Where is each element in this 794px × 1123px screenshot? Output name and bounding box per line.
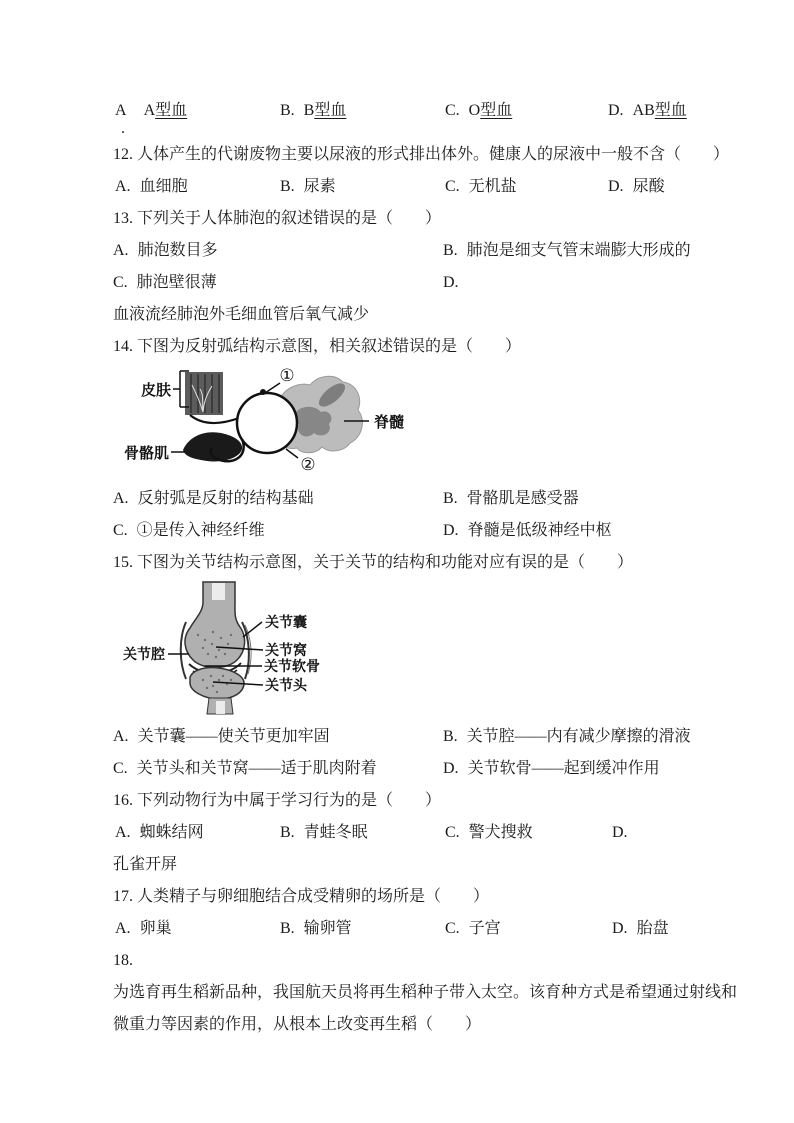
joint-diagram [113,580,345,716]
q11-option-d: D. AB型血 [608,102,687,119]
q12-option-b: B. 尿素 [280,178,336,195]
q12-option-c: C. 无机盐 [445,178,517,195]
marker-1-label: ① [279,366,295,385]
q15-option-b: B. 关节腔——内有减少摩擦的滑液 [443,728,691,745]
joint-capsule-label: 关节囊 [265,616,307,631]
q16-option-b: B. 青蛙冬眠 [280,824,368,841]
q17-option-a: A. 卵巢 [115,920,172,937]
synapse-dot [260,389,266,395]
q18-stem-line2: 微重力等因素的作用，从根本上改变再生稻（ ） [113,1016,482,1033]
joint-cavity-label: 关节腔 [123,648,165,663]
q16-stem: 16. 下列动物行为中属于学习行为的是（ ） [113,792,442,809]
q13-option-b: B. 肺泡是细支气管末端膨大形成的 [443,242,691,259]
q13-stem: 13. 下列关于人体肺泡的叙述错误的是（ ） [113,210,442,227]
lower-bone-marrow [216,701,225,714]
q12-option-a: A. 血细胞 [115,178,188,195]
q16-option-c: C. 警犬搜救 [445,824,533,841]
marker-1-leader [265,383,280,393]
q12-option-d: D. 尿酸 [608,178,665,195]
q14-stem: 14. 下图为反射弧结构示意图，相关叙述错误的是（ ） [113,338,522,355]
q17-stem: 17. 人类精子与卵细胞结合成受精卵的场所是（ ） [113,888,490,905]
joint-socket-label: 关节窝 [265,644,307,659]
q13-option-a: A. 肺泡数目多 [113,242,218,259]
q14-option-c: C. ①是传入神经纤维 [113,522,265,539]
q15-option-d: D. 关节软骨——起到缓冲作用 [443,760,660,777]
skin-label: 皮肤 [141,383,172,399]
q12-stem: 12. 人体产生的代谢废物主要以尿液的形式排出体外。健康人的尿液中一般不含（ ） [113,146,730,163]
q14-option-a: A. 反射弧是反射的结构基础 [113,490,314,507]
skin-patch [185,372,223,415]
q14-option-b: B. 骨骼肌是感受器 [443,490,579,507]
spinal-cord-label: 脊髓 [374,415,405,431]
q11-wrapped-period: . [121,120,125,137]
marker-2-leader [286,449,298,458]
nerve-loop [237,393,297,453]
afferent-nerve-line [190,415,239,423]
q14-option-d: D. 脊髓是低级神经中枢 [443,522,612,539]
q16-option-d: D. [612,824,628,841]
q17-option-d: D. 胎盘 [612,920,669,937]
q13-option-d: D. [443,274,459,291]
joint-capsule-line-left [181,622,186,679]
q16-option-a: A. 蜘蛛结网 [115,824,204,841]
upper-bone-marrow [212,583,225,600]
marker-2-label: ② [300,455,316,474]
q13-option-c: C. 肺泡壁很薄 [113,274,217,291]
q15-option-a: A. 关节囊——使关节更加牢固 [113,728,330,745]
q11-option-a: A A型血 [115,102,188,119]
skeletal-muscle-label: 骨骼肌 [124,446,170,462]
q13-option-d-continuation: 血液流经肺泡外毛细血管后氧气减少 [113,306,370,323]
q11-option-b: B. B型血 [280,102,347,119]
q15-option-c: C. 关节头和关节窝——适于肌肉附着 [113,760,377,777]
q18-number: 18. [113,952,133,969]
articular-cartilage-label: 关节软骨 [264,660,320,675]
q15-stem: 15. 下图为关节结构示意图，关于关节的结构和功能对应有误的是（ ） [113,554,634,571]
q17-option-c: C. 子宫 [445,920,501,937]
q16-option-d-continuation: 孔雀开屏 [113,856,178,873]
q17-option-b: B. 输卵管 [280,920,352,937]
reflex-arc-diagram [113,362,413,484]
joint-head-label: 关节头 [265,679,307,694]
q11-option-c: C. O型血 [445,102,513,119]
q18-stem-line1: 为选育再生稻新品种，我国航天员将再生稻种子带入太空。该育种方式是希望通过射线和 [113,984,738,1001]
